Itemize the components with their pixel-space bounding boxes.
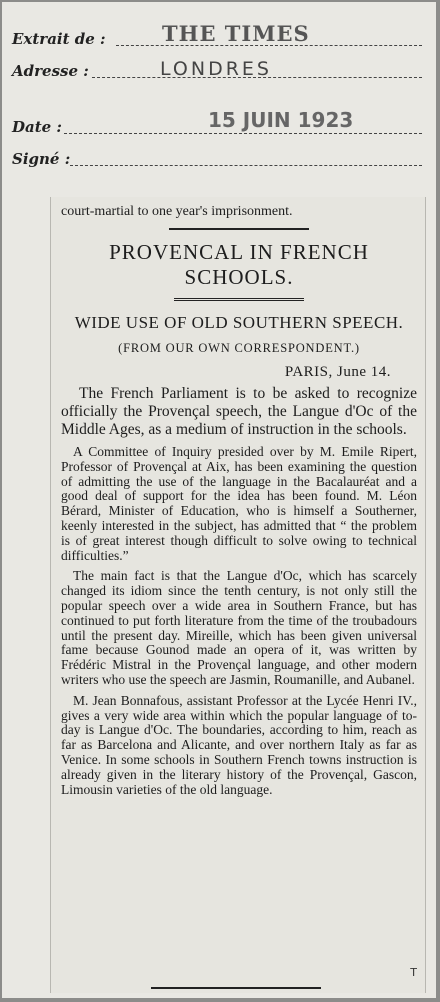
adresse-label: Adresse : bbox=[12, 62, 89, 80]
form-row-signe bbox=[12, 142, 422, 170]
subheadline: WIDE USE OF OLD SOUTHERN SPEECH. bbox=[74, 313, 404, 332]
signe-line bbox=[70, 165, 422, 166]
dateline: PARIS, June 14. bbox=[284, 364, 391, 380]
divider-rule bbox=[169, 228, 309, 230]
lead-paragraph: The French Parliament is to be asked to recognize officially the Provençal speech, the Langue d'Oc of the Middle Ages, as a medium of instruction in the schools. bbox=[61, 385, 417, 438]
form-row-date bbox=[12, 110, 422, 138]
body-paragraph-2: The main fact is that the Langue d'Oc, which has scarcely changed its idiom since the tenth century, is not only still the popular speech over a wide area in Southern France, but has continued to put forth literature from the time of the troubadours until the present day. Mireille, which has been given universal fame because Gounod made an opera of it, was written by Frédéric Mistral in the Provençal language, and other modern writers who use the speech are Jasmin, Roumanille, and Aubanel. bbox=[61, 568, 417, 687]
corner-mark: T bbox=[410, 966, 417, 979]
adresse-stamp: LONDRES bbox=[160, 58, 272, 80]
form-row-extrait bbox=[12, 22, 422, 50]
form-row-adresse bbox=[12, 54, 422, 82]
headline: PROVENCAL IN FRENCH SCHOOLS. bbox=[109, 240, 369, 289]
date-stamp: 15 JUIN 1923 bbox=[208, 108, 354, 132]
newspaper-clipping bbox=[50, 197, 426, 993]
signe-label: Signé : bbox=[12, 150, 71, 168]
correspondent-line: (FROM OUR OWN CORRESPONDENT.) bbox=[118, 341, 360, 355]
bottom-rule bbox=[151, 987, 321, 989]
top-line: court-martial to one year's imprisonment. bbox=[61, 204, 293, 219]
extrait-stamp: THE TIMES bbox=[162, 21, 310, 46]
press-clipping-sheet bbox=[2, 2, 436, 998]
extrait-label: Extrait de : bbox=[12, 30, 106, 48]
body-paragraph-1: A Committee of Inquiry presided over by M. Emile Ripert, Professor of Provençal at Aix, has been examining the question of admitting the use of the language in the Bacalauréat and a good deal of support for the idea has been found. M. Léon Bérard, Minister of Education, who is himself a Southerner, keenly interested in the subject, has admitted that “ the problem is of great interest though difficult to solve owing to technical difficulties.” bbox=[61, 444, 417, 563]
date-label: Date : bbox=[12, 118, 62, 136]
body-paragraph-3: M. Jean Bonnafous, assistant Professor at the Lycée Henri IV., gives a very wide area within which the popular language of to-day is Langue d'Oc. The boundaries, according to him, reach as far as Barcelona and Alicante, and over northern Italy as far as Venice. In some schools in Southern French towns instruction is already given in the literary history of the Provençal, Gascon, Limousin varieties of the old language. bbox=[61, 692, 417, 797]
ornament-rule bbox=[174, 298, 304, 301]
date-line bbox=[64, 133, 422, 134]
